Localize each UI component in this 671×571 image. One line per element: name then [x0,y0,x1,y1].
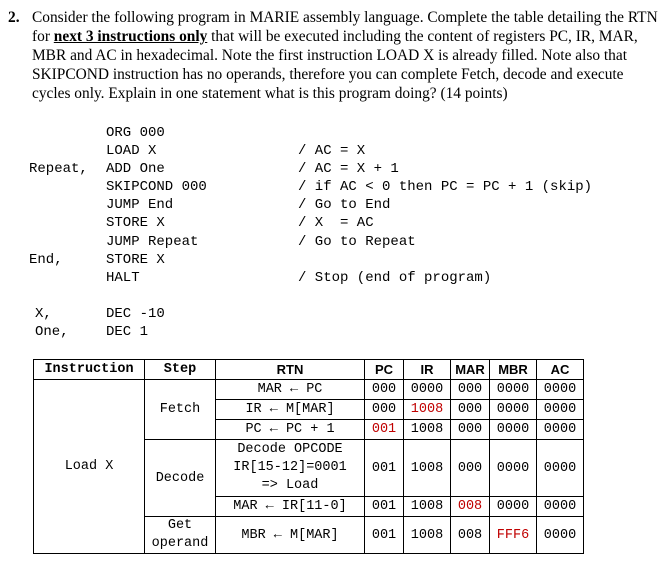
code-line: SKIPCOND 000 / if AC < 0 then PC = PC + 1 (skip) [106,179,593,195]
code-line: LOAD X / AC = X [106,143,366,159]
table-row: Load X MAR ← PC 000 0000 000 0000 0000 [34,380,584,400]
question-number: 2. [8,9,20,26]
code-line: End, STORE X [29,252,165,268]
step-get-operand: Get operand [145,517,216,554]
step-fetch: Fetch [145,400,216,420]
header-mbr: MBR [490,360,537,380]
emphasis-text: next 3 instructions only [53,28,208,45]
header-rtn: RTN [216,360,365,380]
header-pc: PC [365,360,404,380]
code-line: STORE X / X = AC [106,215,374,231]
question-text [8,8,663,103]
code-line: HALT / Stop (end of program) [106,270,492,286]
table-row: MAR ← IR[11-0] 001 1008 008 0000 0000 [34,497,584,517]
step-decode: Decode [145,440,216,517]
table-header-row [34,360,584,380]
header-mar: MAR [451,360,490,380]
code-line: ORG 000 [106,125,165,141]
table-row: Fetch IR ← M[MAR] 000 1008 000 0000 0000 [34,400,584,420]
code-line: JUMP End / Go to End [106,197,391,213]
rtn-table [33,359,584,554]
header-ir: IR [404,360,451,380]
header-step: Step [145,360,216,380]
code-line: JUMP Repeat / Go to Repeat [106,234,416,250]
code-line: Repeat, ADD One / AC = X + 1 [29,161,399,177]
table-row: PC ← PC + 1 001 1008 000 0000 0000 [34,420,584,440]
header-instruction: Instruction [34,360,145,380]
table-row: Get operand MBR ← M[MAR] 001 1008 008 FFF6 0000 [34,517,584,554]
header-ac: AC [537,360,584,380]
code-line: X, DEC -10 [35,306,165,322]
table-row: Decode Decode OPCODE IR[15-12]=0001 => Load 001 1008 000 0000 0000 [34,440,584,497]
instruction-cell: Load X [34,380,145,554]
code-line: One, DEC 1 [35,324,149,340]
question-body: Consider the following program in MARIE assembly language. Complete the table detailing the RTN for next 3 instructions only that will be executed including the content of registers PC, IR, MAR, MBR and AC in hexadecimal. Note the first instruction LOAD X is already filled. Note also that SKIPCOND instruction has no operands, therefore you can complete Fetch, decode and execute cycles only. Explain in one statement what is this program doing? (14 points) [32,9,658,102]
